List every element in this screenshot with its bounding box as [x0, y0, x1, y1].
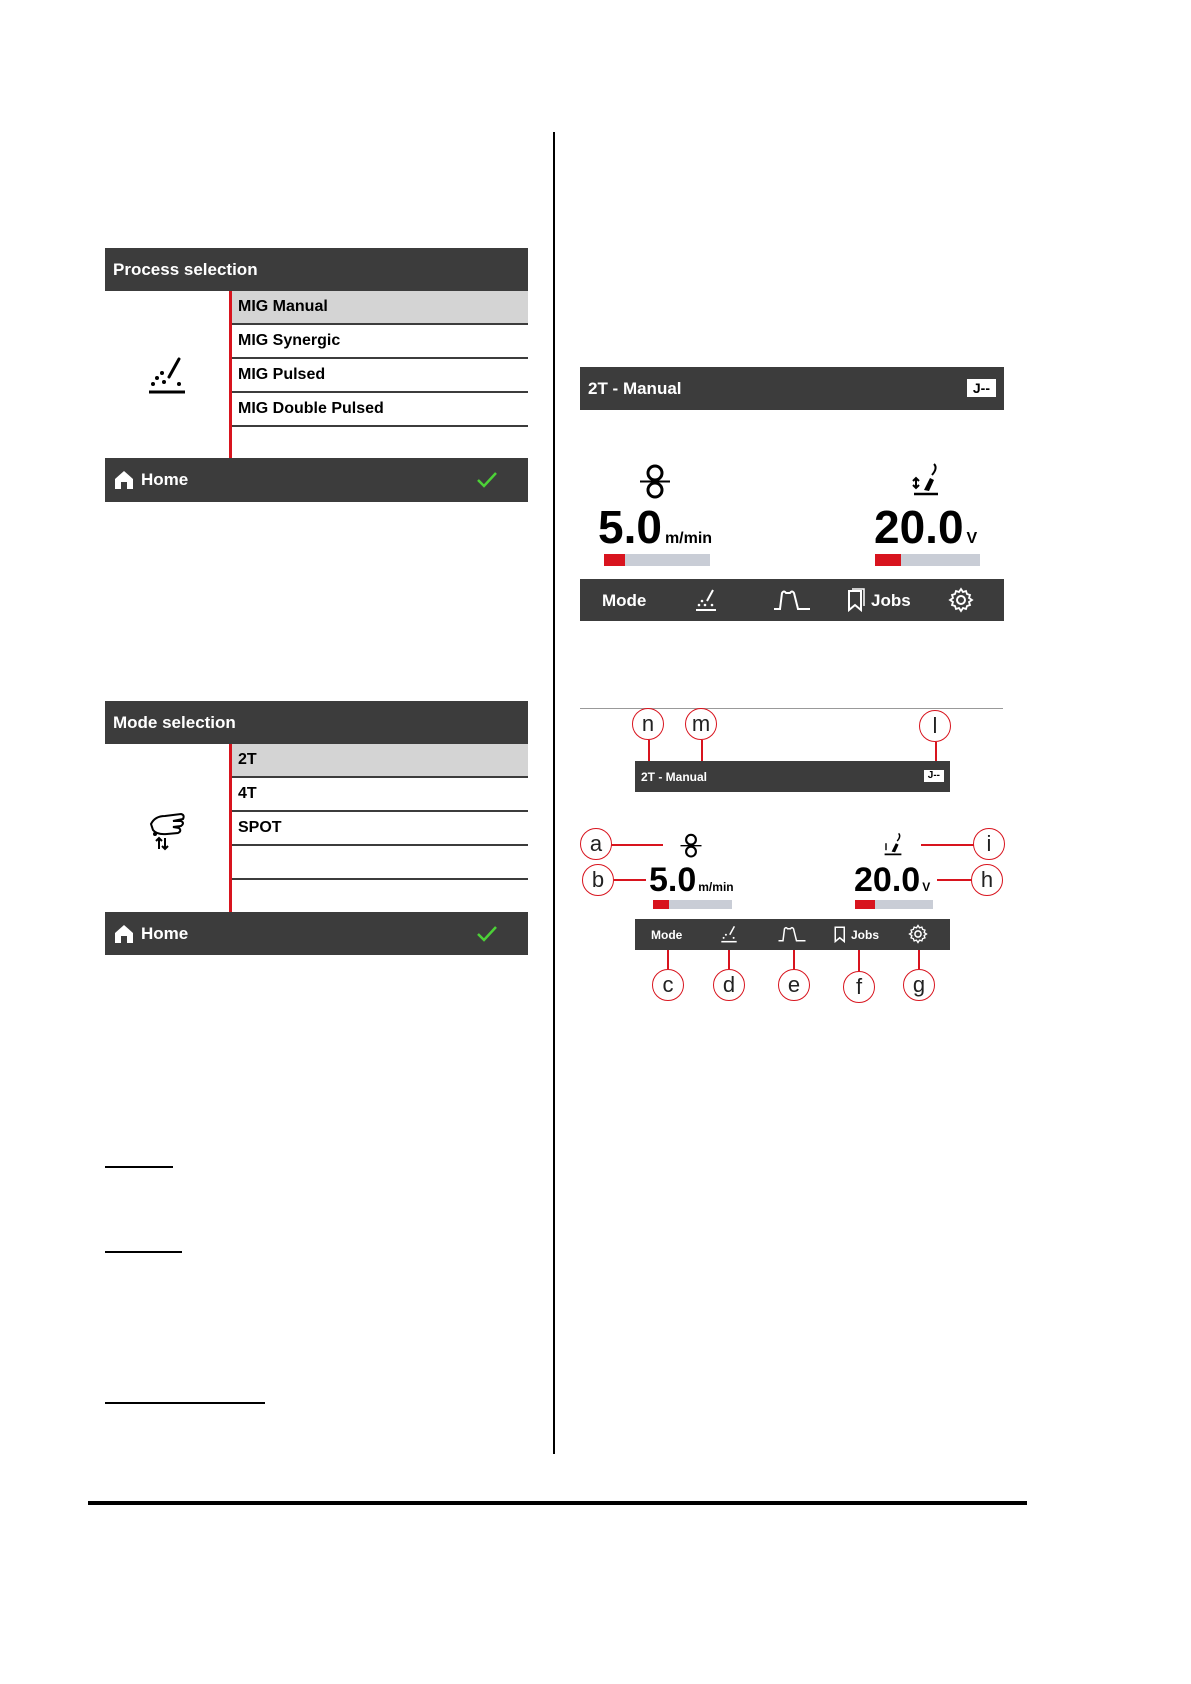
callout-e: e: [778, 969, 810, 1001]
main-toolbar: [580, 579, 1004, 621]
column-divider: [553, 132, 555, 1454]
annotated-voltage-icon: [880, 832, 906, 860]
annotated-voltage-bar-fill: [855, 900, 875, 909]
callout-l: l: [919, 710, 951, 742]
main-screen: [580, 367, 1004, 621]
annotated-voltage-bar: [855, 900, 933, 909]
leader-e: [793, 950, 795, 969]
mode-button[interactable]: Mode: [602, 591, 647, 610]
callout-a: a: [580, 828, 612, 860]
mode-item-2t[interactable]: 2T: [232, 744, 528, 778]
process-list: [232, 291, 528, 458]
voltage-bar-fill: [875, 554, 901, 566]
process-selection-panel: [105, 248, 528, 502]
annotated-process-icon: [719, 924, 739, 944]
leader-n: [648, 740, 650, 761]
wire-speed-unit: m/min: [664, 530, 713, 547]
wire-speed-value: 5.0: [598, 501, 662, 553]
process-button-icon[interactable]: [693, 587, 719, 613]
annotated-screen: [635, 761, 950, 950]
section-underline-2: [105, 1251, 182, 1253]
section-underline-1: [105, 1166, 173, 1168]
annotated-waveform-icon: [777, 924, 807, 944]
wire-speed-bar: [604, 554, 710, 566]
mode-icon-area: [105, 744, 229, 912]
callout-c: c: [652, 969, 684, 1001]
mode-item-4t[interactable]: 4T: [232, 778, 528, 812]
annotated-jobs-label: Jobs: [851, 928, 880, 942]
voltage-torch-icon: [908, 462, 944, 502]
leader-a: [611, 844, 663, 846]
annotated-job-badge: J--: [924, 770, 944, 782]
annotated-wire-bar-fill: [653, 900, 669, 909]
wire-spool-icon: [638, 462, 672, 502]
annotated-wire-speed-value: 5.0: [649, 861, 697, 899]
voltage-value: 20.0: [874, 501, 964, 553]
mode-panel-title: Mode selection: [105, 701, 528, 744]
settings-gear-icon[interactable]: [948, 587, 974, 613]
leader-c: [667, 950, 669, 969]
annotated-toolbar: [635, 919, 950, 950]
leader-b: [614, 879, 646, 881]
leader-m: [701, 740, 703, 761]
mode-item-empty-1: [232, 846, 528, 880]
process-icon-area: [105, 291, 229, 458]
home-label[interactable]: Home: [141, 923, 189, 943]
mode-selection-panel: [105, 701, 528, 955]
annotated-title: 2T - Manual: [641, 769, 708, 784]
callout-n: n: [632, 708, 664, 740]
voltage-unit: V: [966, 530, 978, 547]
mode-item-spot[interactable]: SPOT: [232, 812, 528, 846]
home-icon[interactable]: [113, 923, 135, 945]
callout-b: b: [582, 864, 614, 896]
voltage-bar: [875, 554, 980, 566]
leader-h: [937, 879, 972, 881]
wire-speed-readout[interactable]: [598, 503, 712, 551]
callout-h: h: [971, 864, 1003, 896]
voltage-readout[interactable]: [874, 503, 977, 551]
checkmark-icon[interactable]: [475, 924, 499, 944]
annotated-mode-label: Mode: [651, 928, 683, 942]
process-item-mig-double-pulsed[interactable]: MIG Double Pulsed: [232, 393, 528, 427]
main-screen-title: 2T - Manual: [588, 378, 682, 398]
main-screen-header: [580, 367, 1004, 410]
annotated-gear-icon: [908, 924, 928, 944]
process-item-mig-pulsed[interactable]: MIG Pulsed: [232, 359, 528, 393]
wire-speed-bar-fill: [604, 554, 625, 566]
section-underline-3: [105, 1402, 265, 1404]
callout-f: f: [843, 971, 875, 1003]
trigger-hand-icon: [143, 804, 191, 852]
page-footer-rule: [88, 1501, 1027, 1505]
annotated-wire-speed-unit: m/min: [698, 880, 734, 894]
leader-i: [921, 844, 974, 846]
annotated-voltage-value: 20.0: [854, 861, 921, 899]
leader-d: [728, 950, 730, 969]
jobs-icon[interactable]: [846, 588, 866, 612]
mode-footer: [105, 912, 528, 955]
process-footer: [105, 458, 528, 502]
leader-l: [935, 742, 937, 761]
annotated-wire-bar: [653, 900, 732, 909]
waveform-icon[interactable]: [772, 587, 812, 613]
callout-i: i: [973, 828, 1005, 860]
annotated-header: [635, 761, 950, 792]
process-item-mig-manual[interactable]: MIG Manual: [232, 291, 528, 325]
checkmark-icon[interactable]: [475, 470, 499, 490]
jobs-button[interactable]: Jobs: [871, 591, 911, 610]
callout-g: g: [903, 969, 935, 1001]
callout-m: m: [685, 708, 717, 740]
job-badge[interactable]: J--: [967, 379, 996, 397]
annotated-voltage-unit: V: [922, 880, 931, 894]
mode-list: [232, 744, 528, 912]
leader-g: [918, 950, 920, 969]
leader-f: [858, 950, 860, 971]
annotated-voltage: [854, 862, 930, 898]
mig-torch-icon: [143, 351, 191, 399]
annotated-wire-speed: [649, 862, 734, 898]
callout-d: d: [713, 969, 745, 1001]
process-item-mig-synergic[interactable]: MIG Synergic: [232, 325, 528, 359]
annotated-jobs-icon: [833, 925, 848, 943]
home-icon[interactable]: [113, 469, 135, 491]
annotated-wire-spool-icon: [679, 832, 703, 860]
home-label[interactable]: Home: [141, 470, 189, 489]
process-panel-title: Process selection: [105, 248, 528, 291]
